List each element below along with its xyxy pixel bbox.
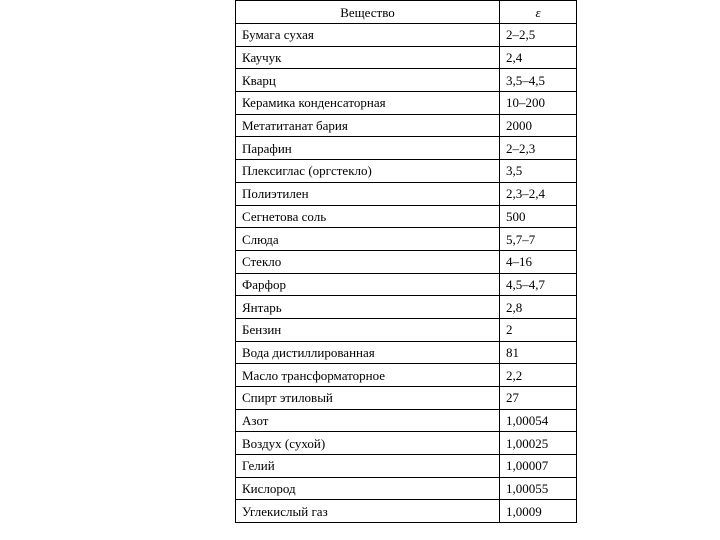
substance-cell: Бензин bbox=[236, 318, 500, 341]
epsilon-cell: 2,2 bbox=[500, 364, 577, 387]
table-row bbox=[236, 318, 577, 341]
table-row bbox=[236, 387, 577, 410]
table-row bbox=[236, 114, 577, 137]
table-row bbox=[236, 92, 577, 115]
table-row bbox=[236, 273, 577, 296]
substance-cell: Кварц bbox=[236, 69, 500, 92]
table-row bbox=[236, 24, 577, 47]
substance-cell: Бумага сухая bbox=[236, 24, 500, 47]
substance-cell: Каучук bbox=[236, 46, 500, 69]
substance-cell: Керамика конденсаторная bbox=[236, 92, 500, 115]
table-row bbox=[236, 364, 577, 387]
epsilon-cell: 4–16 bbox=[500, 250, 577, 273]
epsilon-cell: 500 bbox=[500, 205, 577, 228]
substance-cell: Масло трансформаторное bbox=[236, 364, 500, 387]
substance-cell: Парафин bbox=[236, 137, 500, 160]
epsilon-cell: 1,00054 bbox=[500, 409, 577, 432]
header-epsilon: ε bbox=[500, 1, 577, 24]
epsilon-cell: 1,00025 bbox=[500, 432, 577, 455]
substance-cell: Полиэтилен bbox=[236, 182, 500, 205]
table-row bbox=[236, 455, 577, 478]
substance-cell: Гелий bbox=[236, 455, 500, 478]
substance-cell: Янтарь bbox=[236, 296, 500, 319]
table-row bbox=[236, 432, 577, 455]
epsilon-cell: 5,7–7 bbox=[500, 228, 577, 251]
substance-cell: Плексиглас (оргстекло) bbox=[236, 160, 500, 183]
table-header-row bbox=[236, 1, 577, 24]
substance-cell: Спирт этиловый bbox=[236, 387, 500, 410]
epsilon-cell: 2,3–2,4 bbox=[500, 182, 577, 205]
table-row bbox=[236, 341, 577, 364]
header-substance: Вещество bbox=[236, 1, 500, 24]
table-row bbox=[236, 160, 577, 183]
table-row bbox=[236, 250, 577, 273]
table-row bbox=[236, 69, 577, 92]
table-row bbox=[236, 296, 577, 319]
epsilon-cell: 81 bbox=[500, 341, 577, 364]
epsilon-cell: 1,00007 bbox=[500, 455, 577, 478]
substance-cell: Воздух (сухой) bbox=[236, 432, 500, 455]
substance-cell: Слюда bbox=[236, 228, 500, 251]
epsilon-cell: 1,0009 bbox=[500, 500, 577, 523]
table-row bbox=[236, 137, 577, 160]
table-row bbox=[236, 182, 577, 205]
substance-cell: Азот bbox=[236, 409, 500, 432]
epsilon-cell: 1,00055 bbox=[500, 477, 577, 500]
epsilon-cell: 2 bbox=[500, 318, 577, 341]
epsilon-cell: 2,4 bbox=[500, 46, 577, 69]
table-row bbox=[236, 409, 577, 432]
table-row bbox=[236, 228, 577, 251]
table-row bbox=[236, 205, 577, 228]
substance-cell: Кислород bbox=[236, 477, 500, 500]
substance-cell: Вода дистиллированная bbox=[236, 341, 500, 364]
epsilon-cell: 2–2,5 bbox=[500, 24, 577, 47]
epsilon-cell: 3,5–4,5 bbox=[500, 69, 577, 92]
epsilon-cell: 3,5 bbox=[500, 160, 577, 183]
epsilon-cell: 2,8 bbox=[500, 296, 577, 319]
substance-cell: Стекло bbox=[236, 250, 500, 273]
substance-cell: Углекислый газ bbox=[236, 500, 500, 523]
substance-cell: Метатитанат бария bbox=[236, 114, 500, 137]
table-row bbox=[236, 500, 577, 523]
table-body bbox=[236, 24, 577, 523]
permittivity-table bbox=[235, 0, 577, 523]
epsilon-cell: 2–2,3 bbox=[500, 137, 577, 160]
substance-cell: Сегнетова соль bbox=[236, 205, 500, 228]
epsilon-cell: 4,5–4,7 bbox=[500, 273, 577, 296]
table-row bbox=[236, 46, 577, 69]
epsilon-cell: 2000 bbox=[500, 114, 577, 137]
epsilon-cell: 10–200 bbox=[500, 92, 577, 115]
substance-cell: Фарфор bbox=[236, 273, 500, 296]
table-row bbox=[236, 477, 577, 500]
epsilon-cell: 27 bbox=[500, 387, 577, 410]
